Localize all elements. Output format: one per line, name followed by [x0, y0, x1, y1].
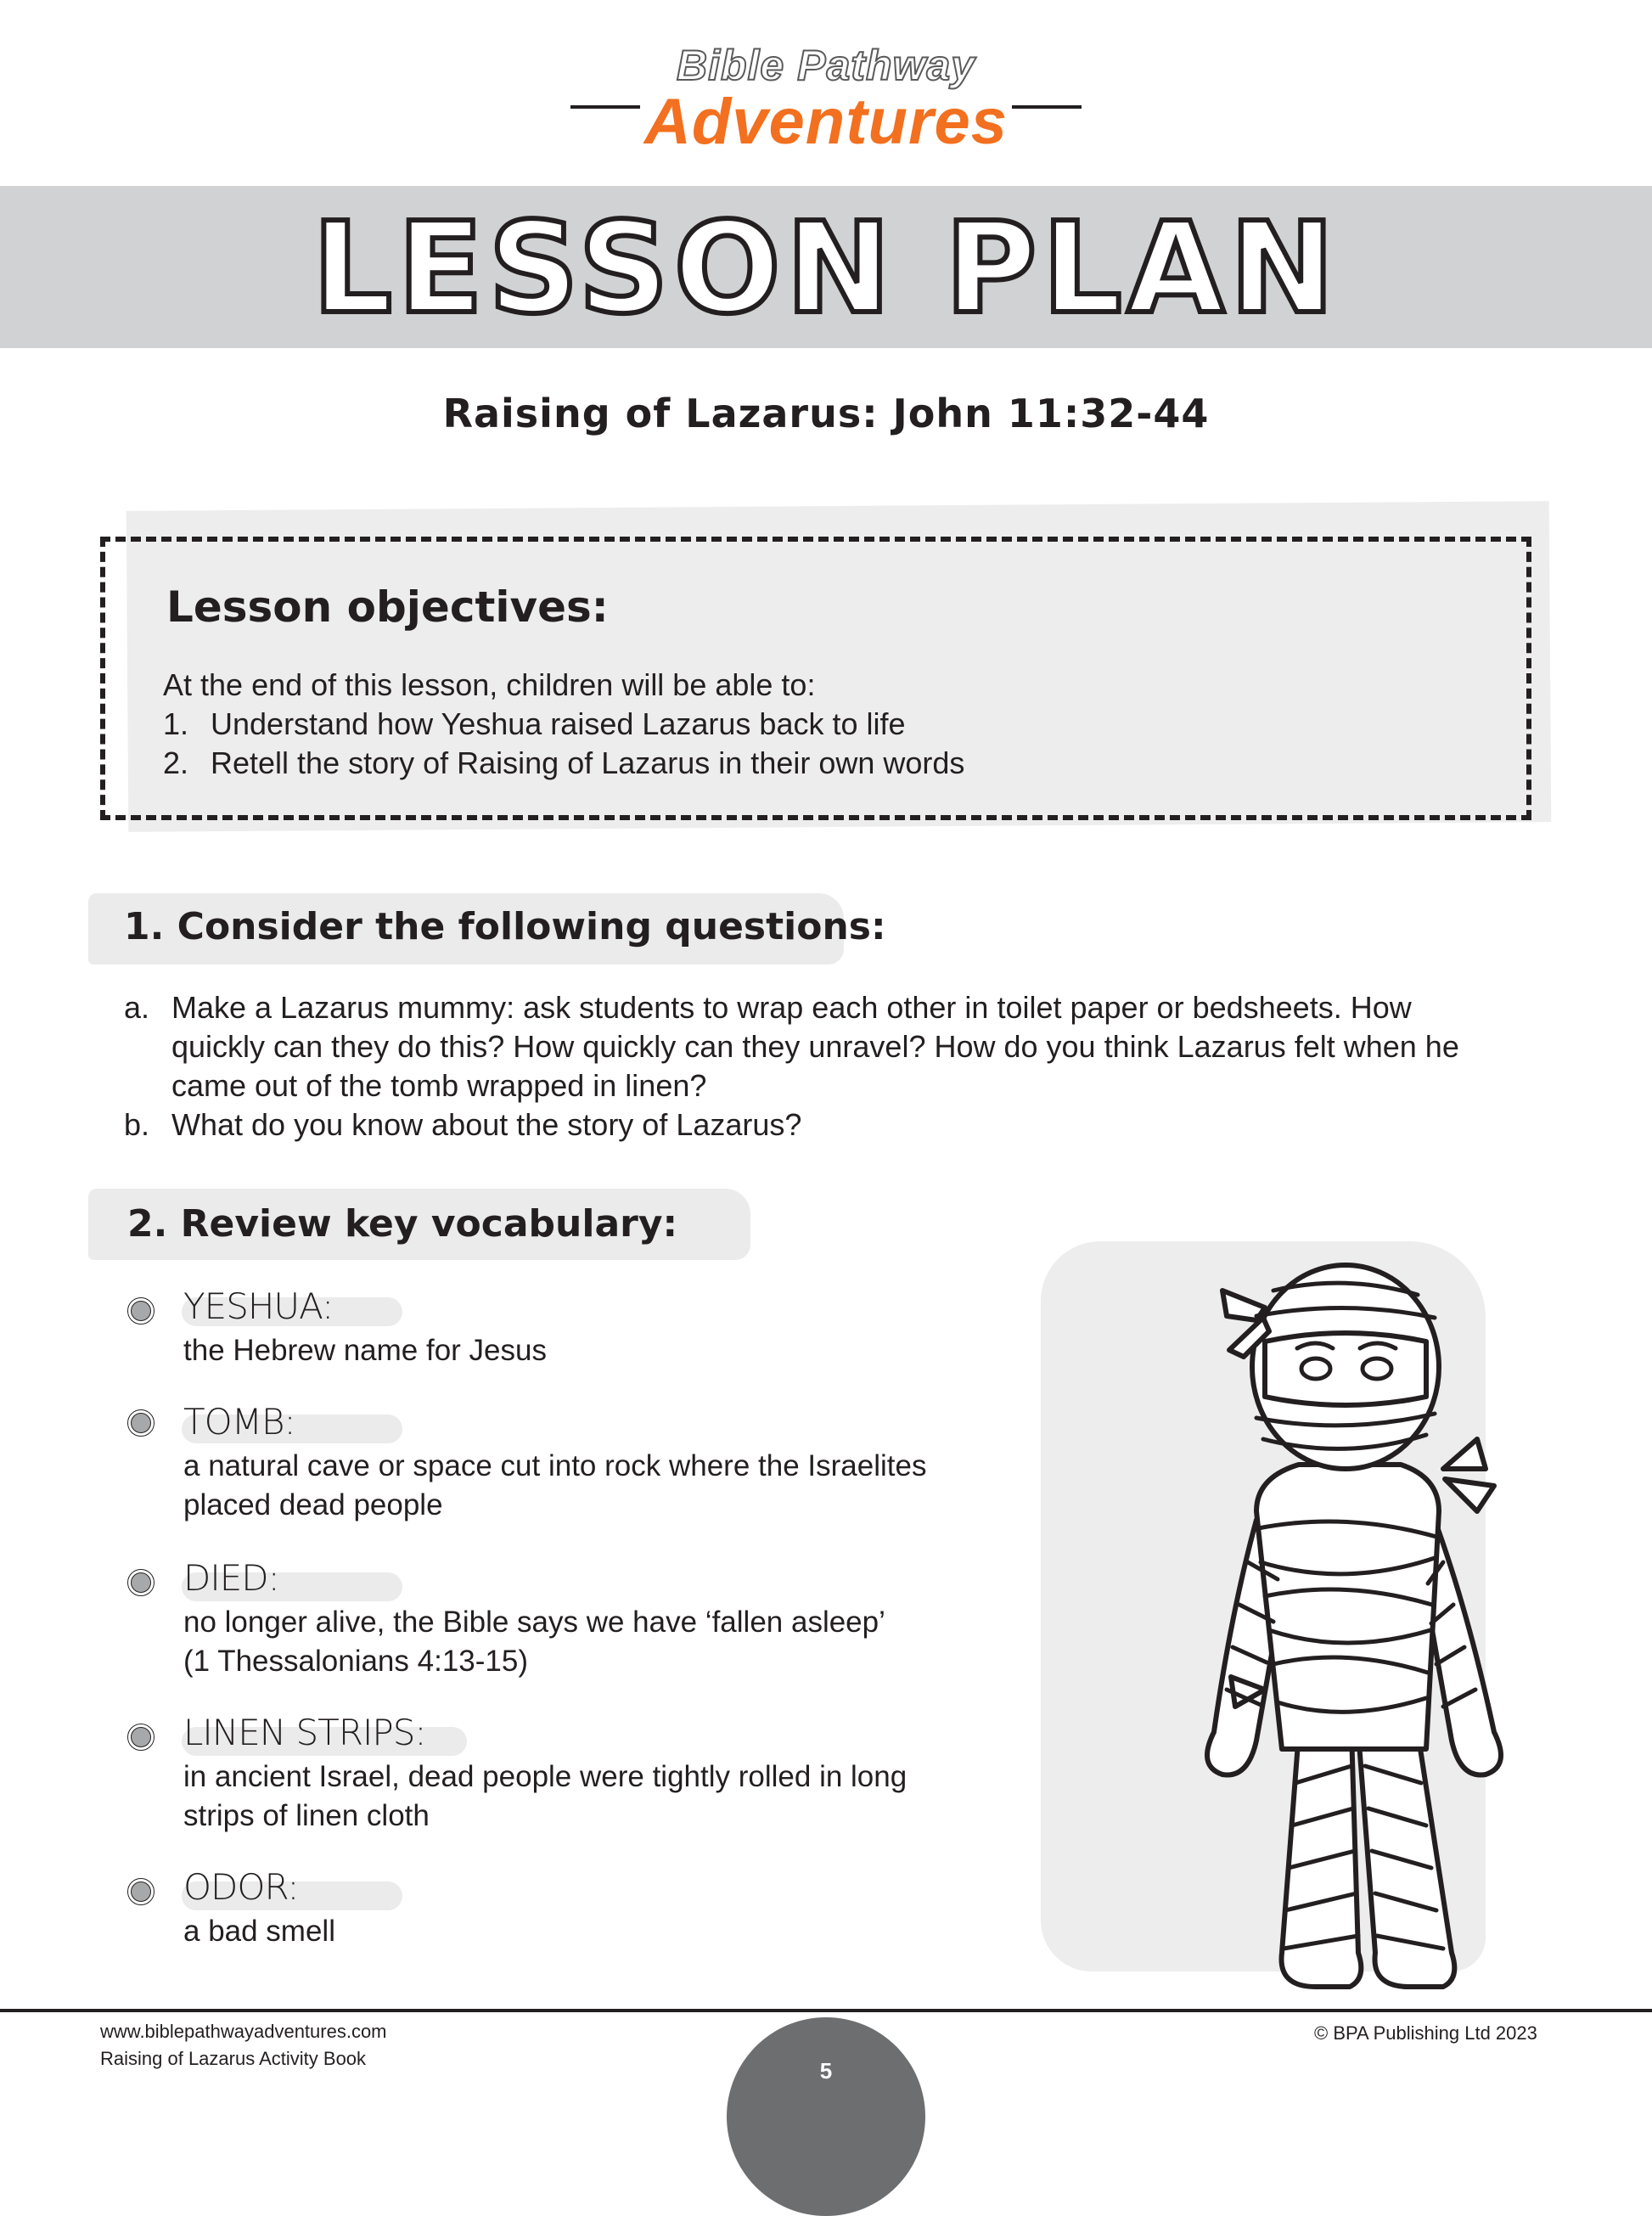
footer-rule — [0, 2009, 1652, 2012]
objective-number: 1. — [163, 706, 189, 741]
question-marker: b. — [124, 1107, 150, 1142]
vocab-term: TOMB: — [183, 1401, 295, 1443]
vocab-definition — [183, 1603, 1032, 1681]
vocab-definition — [183, 1331, 1032, 1370]
logo-dash-right — [1012, 105, 1082, 109]
bullet-icon — [127, 1569, 155, 1596]
logo-line-2: Adventures — [643, 86, 1009, 158]
vocab-term: LINEN STRIPS: — [183, 1712, 426, 1753]
vocab-term: ODOR: — [183, 1866, 299, 1908]
section2-heading: 2. Review key vocabulary: — [127, 1202, 678, 1246]
vocab-definition — [183, 1758, 1032, 1836]
objective-item — [163, 706, 906, 742]
question-b — [124, 1105, 801, 1145]
question-line: What do you know about the story of Lazarus? — [171, 1107, 802, 1142]
bullet-icon — [127, 1297, 155, 1325]
definition-line: a natural cave or space cut into rock where the Israelites — [183, 1449, 927, 1482]
bullet-icon — [127, 1724, 155, 1751]
logo-dash-left — [570, 105, 640, 109]
definition-line: the Hebrew name for Jesus — [183, 1334, 547, 1367]
objective-text: Understand how Yeshua raised Lazarus back to life — [211, 706, 906, 741]
page-title: LESSON PLAN — [312, 195, 1340, 341]
definition-line: no longer alive, the Bible says we have ‘fallen asleep’ — [183, 1606, 885, 1639]
objective-number: 2. — [163, 745, 189, 780]
definition-line: strips of linen cloth — [183, 1799, 430, 1832]
lesson-subtitle: Raising of Lazarus: John 11:32-44 — [442, 391, 1210, 436]
bullet-icon — [127, 1878, 155, 1905]
question-line: quickly can they do this? How quickly can they unravel? How do you think Lazarus felt when he — [171, 1029, 1459, 1064]
objective-text: Retell the story of Raising of Lazarus in their own words — [211, 745, 965, 780]
objectives-intro: At the end of this lesson, children will be able to: — [163, 667, 816, 702]
definition-line: (1 Thessalonians 4:13-15) — [183, 1645, 528, 1678]
page-number: 5 — [819, 2058, 833, 2084]
question-line: came out of the tomb wrapped in linen? — [171, 1068, 707, 1103]
vocab-term: DIED: — [183, 1557, 279, 1599]
definition-line: a bad smell — [183, 1915, 335, 1948]
section1-heading: 1. Consider the following questions: — [124, 905, 886, 948]
definition-line: placed dead people — [183, 1488, 443, 1521]
bullet-icon — [127, 1409, 155, 1437]
footer-book-title: Raising of Lazarus Activity Book — [100, 2048, 367, 2069]
vocab-definition — [183, 1912, 1032, 1951]
footer-website[interactable]: www.biblepathwayadventures.com — [100, 2021, 387, 2042]
vocab-term: YESHUA: — [183, 1285, 334, 1327]
question-line: Make a Lazarus mummy: ask students to wrap each other in toilet paper or bedsheets. How — [171, 990, 1412, 1025]
definition-line: in ancient Israel, dead people were tightly rolled in long — [183, 1760, 907, 1793]
logo-line-1: Bible Pathway — [677, 42, 975, 89]
vocab-definition — [183, 1447, 1032, 1525]
mummy-illustration — [1129, 1257, 1571, 2004]
objective-item — [163, 745, 964, 781]
footer-copyright: © BPA Publishing Ltd 2023 — [1314, 2022, 1537, 2044]
question-a — [124, 988, 1459, 1105]
question-marker: a. — [124, 990, 150, 1025]
page-number-badge — [727, 2017, 925, 2216]
objectives-heading: Lesson objectives: — [166, 582, 609, 632]
